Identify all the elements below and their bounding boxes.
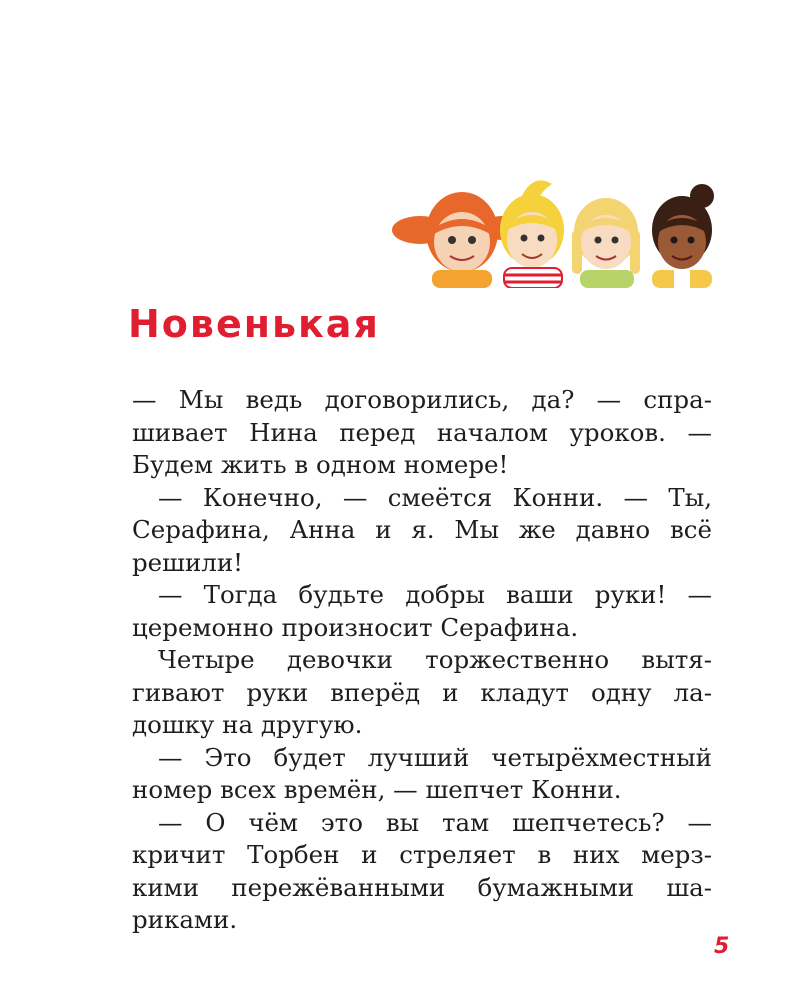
text-line: Будем жить в одном номере! <box>132 450 509 479</box>
body-text <box>132 384 712 937</box>
paragraph <box>132 579 712 644</box>
girl-blonde-braids-icon <box>572 198 640 288</box>
text-line: кричит Торбен и стреляет в них мерз- <box>132 840 712 869</box>
paragraph <box>132 482 712 580</box>
page-number: 5 <box>714 934 730 959</box>
text-line: — Конечно, — смеётся Конни. — Ты, <box>158 482 712 512</box>
text-line: Серафина, Анна и я. Мы же давно всё <box>132 515 712 544</box>
paragraph <box>132 807 712 937</box>
girl-dark-hair-bun-icon <box>652 184 714 288</box>
text-line: номер всех времён, — шепчет Конни. <box>132 775 622 804</box>
paragraph <box>132 644 712 742</box>
text-line: риками. <box>132 905 238 934</box>
text-line: дошку на другую. <box>132 710 363 739</box>
paragraph <box>132 742 712 807</box>
paragraph <box>132 384 712 482</box>
text-line: шивает Нина перед началом уроков. — <box>132 417 712 447</box>
text-line: — Мы ведь договорились, да? — спра- <box>132 385 712 414</box>
text-line: гивают руки вперёд и кладут одну ла- <box>132 677 712 707</box>
text-line: решили! <box>132 547 244 577</box>
text-line: церемонно произносит Серафина. <box>132 612 579 642</box>
text-line: — Это будет лучший четырёхместный <box>158 742 712 772</box>
text-line: Четыре девочки торжественно вытя- <box>158 645 712 674</box>
text-line: кими пережёванными бумажными ша- <box>132 872 712 902</box>
chapter-title: Новенькая <box>128 302 380 346</box>
text-line: — О чём это вы там шепчетесь? — <box>158 807 712 837</box>
girl-blonde-ponytail-icon <box>500 180 564 288</box>
text-line: — Тогда будьте добры ваши руки! — <box>158 580 712 609</box>
four-girls-illustration <box>390 170 730 288</box>
